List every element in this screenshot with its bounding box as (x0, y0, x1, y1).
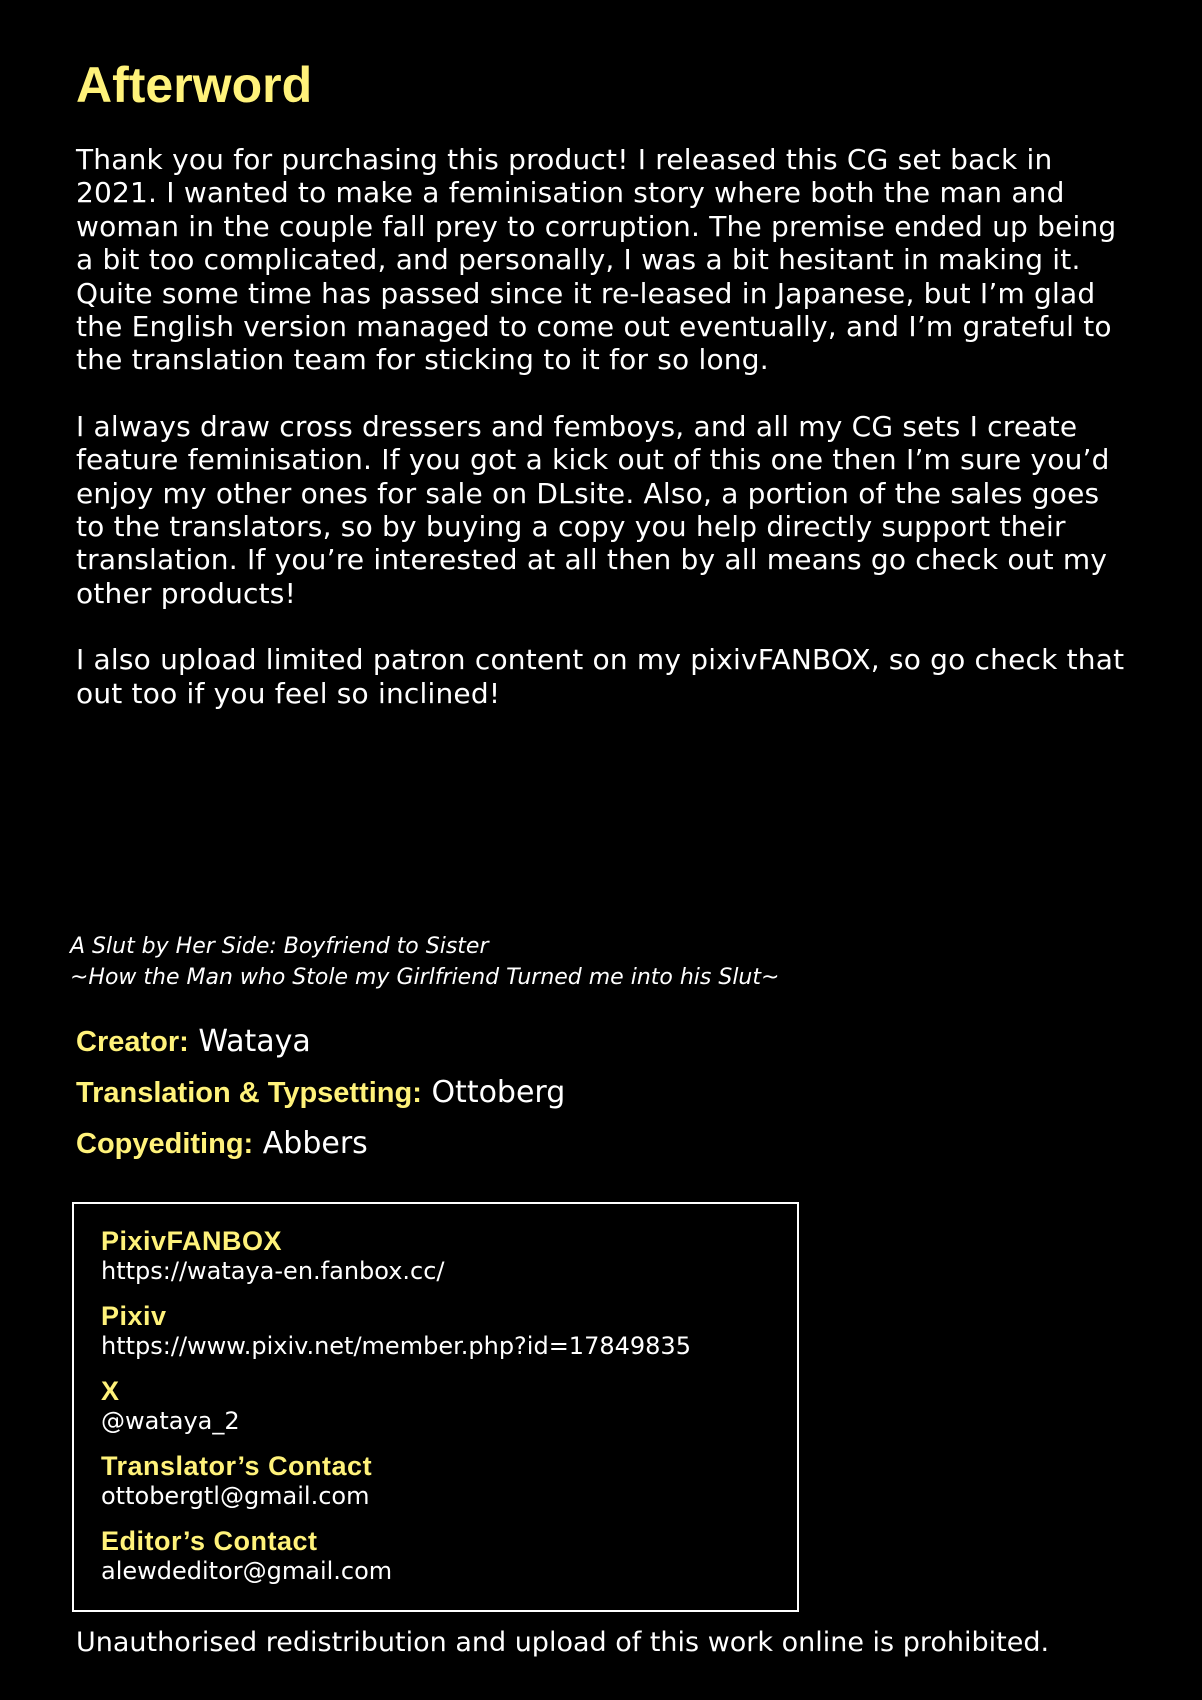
work-title-line-2: ~How the Man who Stole my Girlfriend Turned me into his Slut~ (70, 965, 780, 990)
afterword-paragraph: I also upload limited patron content on my pixivFANBOX, so go check that out too if you feel so inclined! (76, 643, 1125, 710)
contact-link[interactable]: https://wataya-en.fanbox.cc/ (101, 1257, 445, 1285)
credit-label: Copyediting: (76, 1128, 254, 1160)
credit-label: Creator: (76, 1026, 189, 1058)
work-title (70, 931, 779, 993)
credit-copyediting (76, 1127, 565, 1161)
credit-translation (76, 1076, 565, 1110)
contact-label: Pixiv (101, 1301, 167, 1331)
contact-label: Translator’s Contact (101, 1451, 373, 1481)
contact-label: Editor’s Contact (101, 1526, 318, 1556)
contact-handle[interactable]: @wataya_2 (101, 1407, 240, 1435)
page-title: Afterword (76, 57, 313, 113)
credit-value: Wataya (198, 1024, 311, 1059)
contact-link[interactable]: https://www.pixiv.net/member.php?id=17849835 (101, 1332, 691, 1360)
afterword-paragraph: I always draw cross dressers and femboys, and all my CG sets I create feature feminisation. If you got a kick out of this one then I’m sure you’d enjoy my other ones for sale on DLsite. Also, a portion of the sales goes to the translators, so by buying a copy you help directly support their translation. If you’re interested at all then by all means go check out my other products! (76, 409, 1110, 610)
contact-email[interactable]: ottobergtl@gmail.com (101, 1482, 370, 1510)
afterword-body (76, 143, 1136, 743)
redistribution-notice: Unauthorised redistribution and upload of this work online is prohibited. (76, 1627, 1050, 1658)
credit-value: Abbers (262, 1126, 368, 1161)
contact-translator (101, 1450, 797, 1510)
work-title-line-1: A Slut by Her Side: Boyfriend to Sister (70, 934, 489, 959)
contact-editor (101, 1525, 797, 1585)
credit-value: Ottoberg (431, 1075, 566, 1110)
contact-box (72, 1202, 799, 1612)
credit-creator (76, 1025, 565, 1059)
contact-label: PixivFANBOX (101, 1226, 283, 1256)
contact-pixiv (101, 1300, 797, 1360)
contact-label: X (101, 1376, 120, 1406)
credits-list (76, 1025, 565, 1178)
credit-label: Translation & Typsetting: (76, 1077, 422, 1109)
contact-x (101, 1375, 797, 1435)
afterword-paragraph: Thank you for purchasing this product! I released this CG set back in 2021. I wanted to make a feminisation story where both the man and woman in the couple fall prey to corruption. The premise ended up being a bit too complicated, and personally, I was a bit hesitant in making it. Quite some time has passed since it re-leased in Japanese, but I’m glad the English version managed to come out eventually, and I’m grateful to the translation team for sticking to it for so long. (76, 143, 1117, 377)
contact-email[interactable]: alewdeditor@gmail.com (101, 1557, 393, 1585)
contact-pixivfanbox (101, 1225, 797, 1285)
